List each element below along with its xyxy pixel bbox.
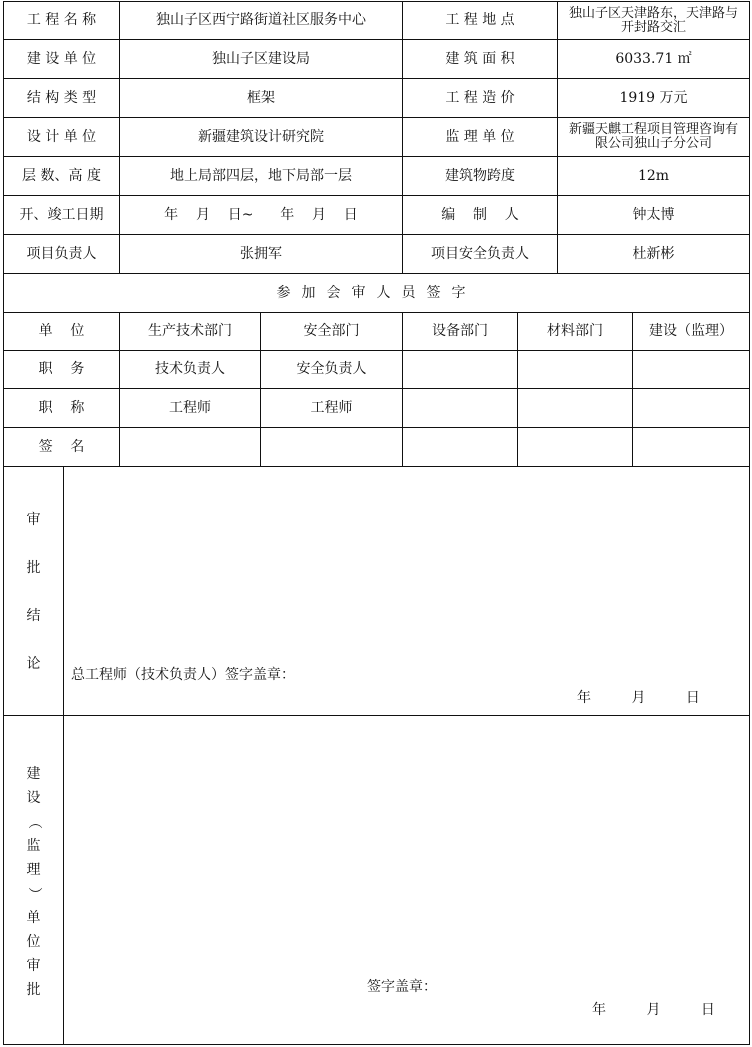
- owner-approval-date-day: 日: [700, 1002, 715, 1018]
- safety-leader-value: 杜新彬: [557, 234, 750, 274]
- owner-label-char: 设: [26, 790, 41, 806]
- floors-value: 地上局部四层，地下局部一层: [119, 156, 403, 196]
- dept-construction: 建设（监理）: [632, 312, 750, 351]
- span-label: 建筑物跨度: [402, 156, 558, 196]
- owner-label-char: 建: [26, 766, 41, 782]
- leader-value: 张拥军: [119, 234, 403, 274]
- dept-safety: 安全部门: [260, 312, 403, 351]
- sign-construction[interactable]: [632, 427, 750, 467]
- owner-approval-date: [556, 999, 715, 1019]
- owner-approval-date-year: 年: [592, 1002, 606, 1018]
- title-equipment[interactable]: [402, 388, 518, 428]
- cost-value: 1919 万元: [557, 78, 750, 118]
- owner-label-char: 理: [26, 862, 41, 878]
- supervisor-label: 监 理 单 位: [402, 117, 558, 157]
- supervisor-value: 新疆天麒工程项目管理咨询有限公司独山子分公司: [557, 117, 750, 157]
- owner-label-char: ）: [25, 887, 42, 901]
- owner-label-char: 批: [26, 982, 41, 998]
- approval-signer-text: 总工程师（技术负责人）签字盖章：: [71, 667, 295, 683]
- approval-label-char: 结: [26, 608, 41, 624]
- title-materials[interactable]: [517, 388, 633, 428]
- dept-equipment: 设备部门: [402, 312, 518, 351]
- owner-label-char: （: [25, 815, 42, 829]
- owner-label-char: 单: [26, 910, 41, 926]
- safety-leader-label: 项目安全负责人: [402, 234, 558, 274]
- approval-date: [541, 687, 700, 707]
- leader-label: 项目负责人: [3, 234, 120, 274]
- duty-production: 技术负责人: [119, 350, 261, 389]
- sign-materials[interactable]: [517, 427, 633, 467]
- approval-label-char: 审: [26, 512, 41, 528]
- owner-approval-date-month: 月: [646, 1002, 661, 1018]
- author-value: 钟太博: [557, 195, 750, 235]
- approval-label: [3, 496, 64, 688]
- sign-production[interactable]: [119, 427, 261, 467]
- approval-date-year: 年: [577, 690, 591, 706]
- sign-safety[interactable]: [260, 427, 403, 467]
- sig-row-label-duty: 职 务: [3, 350, 120, 389]
- cost-label: 工 程 造 价: [402, 78, 558, 118]
- sig-row-label-title: 职 称: [3, 388, 120, 428]
- author-label: 编 制 人: [402, 195, 558, 235]
- duty-construction[interactable]: [632, 350, 750, 389]
- area-value: 6033.71 ㎡: [557, 39, 750, 79]
- structure-value: 框架: [119, 78, 403, 118]
- builder-label: 建 设 单 位: [3, 39, 120, 79]
- span-value: 12m: [557, 156, 750, 196]
- approval-date-day: 日: [685, 690, 700, 706]
- floors-label: 层 数、高 度: [3, 156, 120, 196]
- duty-equipment[interactable]: [402, 350, 518, 389]
- approval-label-char: 论: [26, 656, 41, 672]
- owner-approval-label: [3, 762, 64, 1002]
- project-name-label: 工 程 名 称: [3, 1, 120, 40]
- owner-approval-signer-text: 签字盖章：: [367, 979, 437, 995]
- area-label: 建 筑 面 积: [402, 39, 558, 79]
- project-location-value: 独山子区天津路东，天津路与开封路交汇: [557, 1, 750, 40]
- duty-materials[interactable]: [517, 350, 633, 389]
- project-location-label: 工 程 地 点: [402, 1, 558, 40]
- project-name-value: 独山子区西宁路街道社区服务中心: [119, 1, 403, 40]
- sig-row-label-unit: 单 位: [3, 312, 120, 351]
- title-construction[interactable]: [632, 388, 750, 428]
- sign-equipment[interactable]: [402, 427, 518, 467]
- sig-row-label-sign: 签 名: [3, 427, 120, 467]
- owner-label-char: 位: [26, 934, 41, 950]
- dates-value: 年 月 日~ 年 月 日: [119, 195, 403, 235]
- signature-section-title: 参加会审人员签字: [3, 273, 750, 313]
- builder-value: 独山子区建设局: [119, 39, 403, 79]
- dept-production: 生产技术部门: [119, 312, 261, 351]
- title-safety: 工程师: [260, 388, 403, 428]
- owner-label-char: 监: [26, 838, 41, 854]
- designer-value: 新疆建筑设计研究院: [119, 117, 403, 157]
- dept-materials: 材料部门: [517, 312, 633, 351]
- title-production: 工程师: [119, 388, 261, 428]
- dates-label: 开、竣工日期: [3, 195, 120, 235]
- duty-safety: 安全负责人: [260, 350, 403, 389]
- approval-date-month: 月: [631, 690, 646, 706]
- approval-label-char: 批: [26, 560, 41, 576]
- owner-label-char: 审: [26, 958, 41, 974]
- structure-label: 结 构 类 型: [3, 78, 120, 118]
- designer-label: 设 计 单 位: [3, 117, 120, 157]
